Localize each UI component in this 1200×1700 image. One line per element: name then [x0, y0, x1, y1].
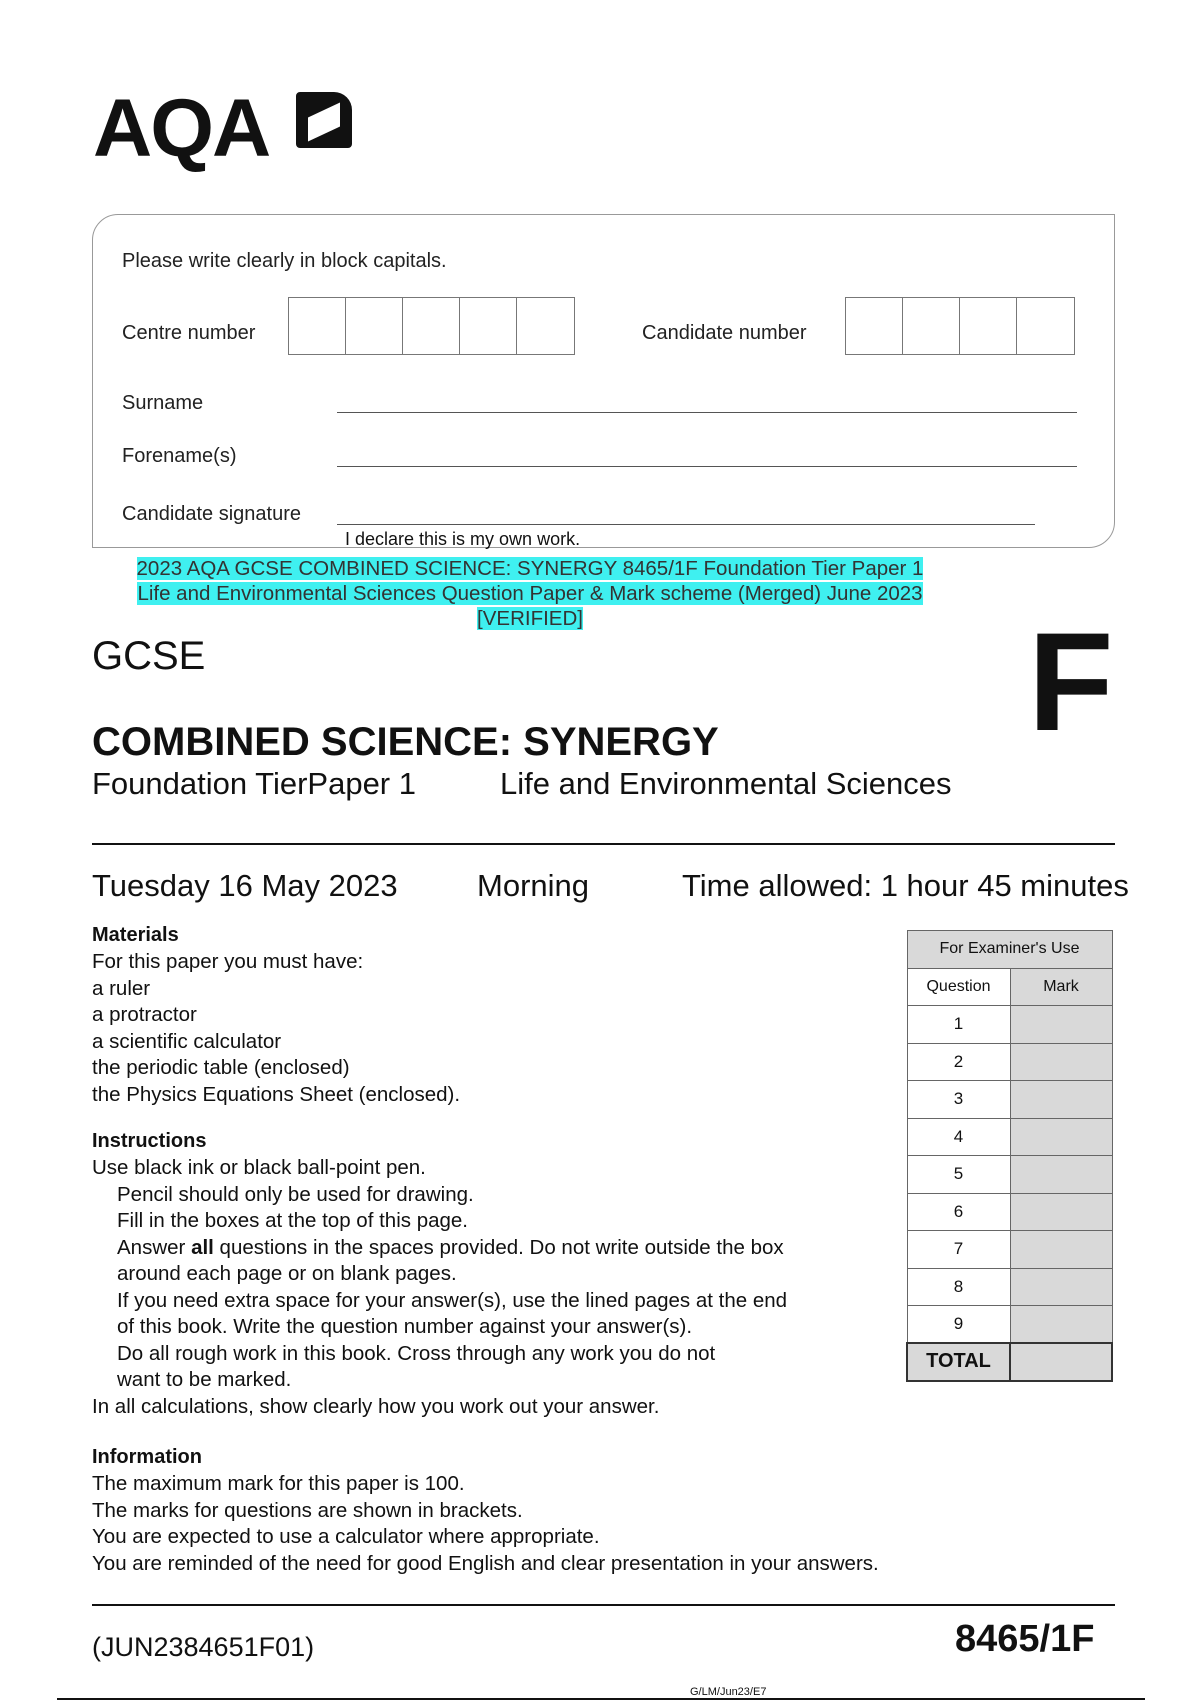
question-number: 7 [907, 1231, 1010, 1269]
banner-line: [VERIFIED] [477, 607, 583, 630]
tier-paper: Foundation TierPaper 1 [92, 766, 416, 801]
candidate-number-label: Candidate number [642, 322, 807, 344]
time-allowed: Time allowed: 1 hour 45 minutes [682, 868, 1129, 903]
document-title-banner [100, 556, 960, 631]
examiner-table-title: For Examiner's Use [907, 931, 1112, 969]
signature-input[interactable] [337, 524, 1035, 525]
total-mark-cell[interactable] [1010, 1343, 1112, 1381]
mark-cell[interactable] [1010, 1156, 1112, 1194]
text: questions in the spaces provided. Do not write outside the box [213, 1235, 784, 1259]
signature-label: Candidate signature [122, 503, 302, 525]
text: Answer [117, 1235, 192, 1259]
mark-cell[interactable] [1010, 1193, 1112, 1231]
information-section [92, 1446, 879, 1577]
tier-letter: F [1028, 603, 1114, 760]
instruction-line [92, 1235, 787, 1262]
examiners-use-table [906, 930, 1113, 1382]
question-number: 3 [907, 1081, 1010, 1119]
materials-line: a scientific calculator [92, 1029, 282, 1053]
column-header-mark: Mark [1010, 968, 1112, 1006]
materials-line: a protractor [92, 1003, 197, 1026]
aqa-logo-mark-icon [296, 92, 352, 148]
materials-heading: Materials [92, 924, 179, 946]
surname-label: Surname [122, 392, 204, 414]
materials-line: the periodic table (enclosed) [92, 1056, 350, 1079]
instructions-heading: Instructions [92, 1130, 207, 1152]
column-header-question: Question [907, 968, 1010, 1006]
instruction-line: In all calculations, show clearly how you work out your answer. [92, 1394, 660, 1418]
banner-line: Life and Environmental Sciences Question Paper & Mark scheme (Merged) June 2023 [137, 582, 923, 605]
materials-section [92, 924, 460, 1108]
materials-line: For this paper you must have: [92, 950, 364, 973]
instruction-line: around each page or on blank pages. [117, 1262, 457, 1285]
paper-code: 8465/1F [955, 1618, 1095, 1660]
examiner-row [907, 1118, 1112, 1156]
information-line: You are reminded of the need for good English and clear presentation in your answers. [92, 1551, 879, 1575]
aqa-logo: AQA [93, 83, 270, 174]
mark-cell[interactable] [1010, 1118, 1112, 1156]
instruction-line: want to be marked. [117, 1368, 292, 1391]
question-number: 5 [907, 1156, 1010, 1194]
paper-title: Life and Environmental Sciences [500, 766, 952, 801]
surname-input[interactable] [337, 412, 1077, 413]
materials-line: a ruler [92, 976, 151, 1000]
instructions-section [92, 1130, 787, 1420]
forenames-input[interactable] [337, 466, 1077, 467]
information-heading: Information [92, 1446, 202, 1468]
declaration-text: I declare this is my own work. [345, 529, 581, 549]
examiner-row [907, 1081, 1112, 1119]
mark-cell[interactable] [1010, 1231, 1112, 1269]
information-line: You are expected to use a calculator where appropriate. [92, 1525, 600, 1548]
instruction-line: Fill in the boxes at the top of this page. [117, 1209, 468, 1232]
question-number: 1 [907, 1006, 1010, 1044]
information-line: The maximum mark for this paper is 100. [92, 1472, 465, 1495]
total-label: TOTAL [907, 1343, 1010, 1381]
examiner-row [907, 1156, 1112, 1194]
instruction-line: of this book. Write the question number against your answer(s). [117, 1315, 693, 1338]
question-number: 4 [907, 1118, 1010, 1156]
footer-divider [92, 1604, 1115, 1606]
instruction-line: If you need extra space for your answer(s), use the lined pages at the end [117, 1288, 788, 1312]
instruction-line: Use black ink or black ball-point pen. [92, 1156, 426, 1179]
divider [92, 843, 1115, 845]
centre-number-input[interactable] [288, 297, 575, 355]
exam-session: Morning [477, 868, 589, 903]
materials-line: the Physics Equations Sheet (enclosed). [92, 1082, 461, 1106]
examiner-row [907, 1306, 1112, 1344]
question-number: 9 [907, 1306, 1010, 1344]
instruction-line: Pencil should only be used for drawing. [117, 1182, 474, 1206]
forenames-label: Forename(s) [122, 445, 237, 467]
instruction-line: Do all rough work in this book. Cross through any work you do not [117, 1341, 716, 1365]
question-number: 2 [907, 1043, 1010, 1081]
examiner-row [907, 1231, 1112, 1269]
mark-cell[interactable] [1010, 1006, 1112, 1044]
reference-code: G/LM/Jun23/E7 [690, 1686, 767, 1698]
form-instruction: Please write clearly in block capitals. [122, 250, 447, 272]
qualification-level: GCSE [92, 634, 206, 678]
centre-number-label: Centre number [122, 322, 256, 344]
mark-cell[interactable] [1010, 1081, 1112, 1119]
examiner-row [907, 1268, 1112, 1306]
exam-date: Tuesday 16 May 2023 [92, 868, 398, 903]
mark-cell[interactable] [1010, 1043, 1112, 1081]
barcode-text: (JUN2384651F01) [92, 1632, 315, 1662]
question-number: 6 [907, 1193, 1010, 1231]
examiner-row [907, 1006, 1112, 1044]
information-line: The marks for questions are shown in brackets. [92, 1498, 523, 1522]
question-number: 8 [907, 1268, 1010, 1306]
mark-cell[interactable] [1010, 1306, 1112, 1344]
banner-line: 2023 AQA GCSE COMBINED SCIENCE: SYNERGY 8465/1F Foundation Tier Paper 1 [136, 557, 924, 580]
mark-cell[interactable] [1010, 1268, 1112, 1306]
emphasis: all [191, 1235, 214, 1259]
subject-title: COMBINED SCIENCE: SYNERGY [92, 720, 719, 764]
candidate-number-input[interactable] [845, 297, 1075, 355]
examiner-row [907, 1193, 1112, 1231]
examiner-row [907, 1043, 1112, 1081]
